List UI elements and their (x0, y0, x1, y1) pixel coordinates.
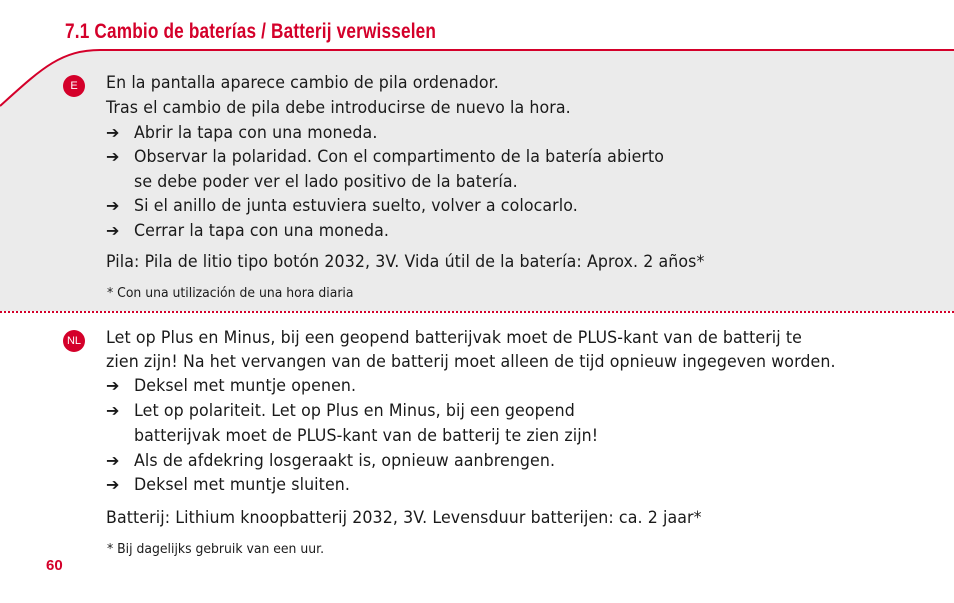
language-badge-es: E (63, 75, 85, 97)
arrow-icon: ➔ (106, 451, 120, 470)
arrow-icon: ➔ (106, 123, 120, 142)
step-continued: se debe poder ver el lado positivo de la batería. (134, 172, 518, 192)
step: Cerrar la tapa con una moneda. (134, 221, 389, 241)
text-line: En la pantalla aparece cambio de pila ordenador. (106, 73, 499, 93)
section-title: 7.1 Cambio de baterías / Batterij verwisselen (65, 20, 437, 43)
step: Abrir la tapa con una moneda. (134, 123, 378, 143)
battery-info: Batterij: Lithium knoopbatterij 2032, 3V. Levensduur batterijen: ca. 2 jaar* (106, 508, 702, 528)
text-line: Let op Plus en Minus, bij een geopend batterijvak moet de PLUS-kant van de batterij te (106, 328, 803, 348)
arrow-icon: ➔ (106, 196, 120, 215)
step: Als de afdekring losgeraakt is, opnieuw aanbrengen. (134, 451, 556, 471)
arrow-icon: ➔ (106, 376, 120, 395)
page-number: 60 (46, 557, 63, 574)
step: Let op polariteit. Let op Plus en Minus, bij een geopend (134, 401, 575, 421)
step: Si el anillo de junta estuviera suelto, volver a colocarlo. (134, 196, 578, 216)
footnote: * Con una utilización de una hora diaria (107, 285, 354, 301)
arrow-icon: ➔ (106, 147, 120, 166)
battery-info: Pila: Pila de litio tipo botón 2032, 3V. Vida útil de la batería: Aprox. 2 años* (106, 252, 705, 272)
divider (0, 311, 954, 313)
arrow-icon: ➔ (106, 401, 120, 420)
step-continued: batterijvak moet de PLUS-kant van de batterij te zien zijn! (134, 426, 599, 446)
text-line: zien zijn! Na het vervangen van de batterij moet alleen de tijd opnieuw ingegeven worden. (106, 352, 836, 372)
text-line: Tras el cambio de pila debe introducirse de nuevo la hora. (106, 98, 571, 118)
step: Observar la polaridad. Con el compartimento de la batería abierto (134, 147, 665, 167)
language-badge-nl: NL (63, 330, 85, 352)
arrow-icon: ➔ (106, 475, 120, 494)
step: Deksel met muntje sluiten. (134, 475, 351, 495)
step: Deksel met muntje openen. (134, 376, 357, 396)
arrow-icon: ➔ (106, 221, 120, 240)
footnote: * Bij dagelijks gebruik van een uur. (107, 541, 325, 557)
